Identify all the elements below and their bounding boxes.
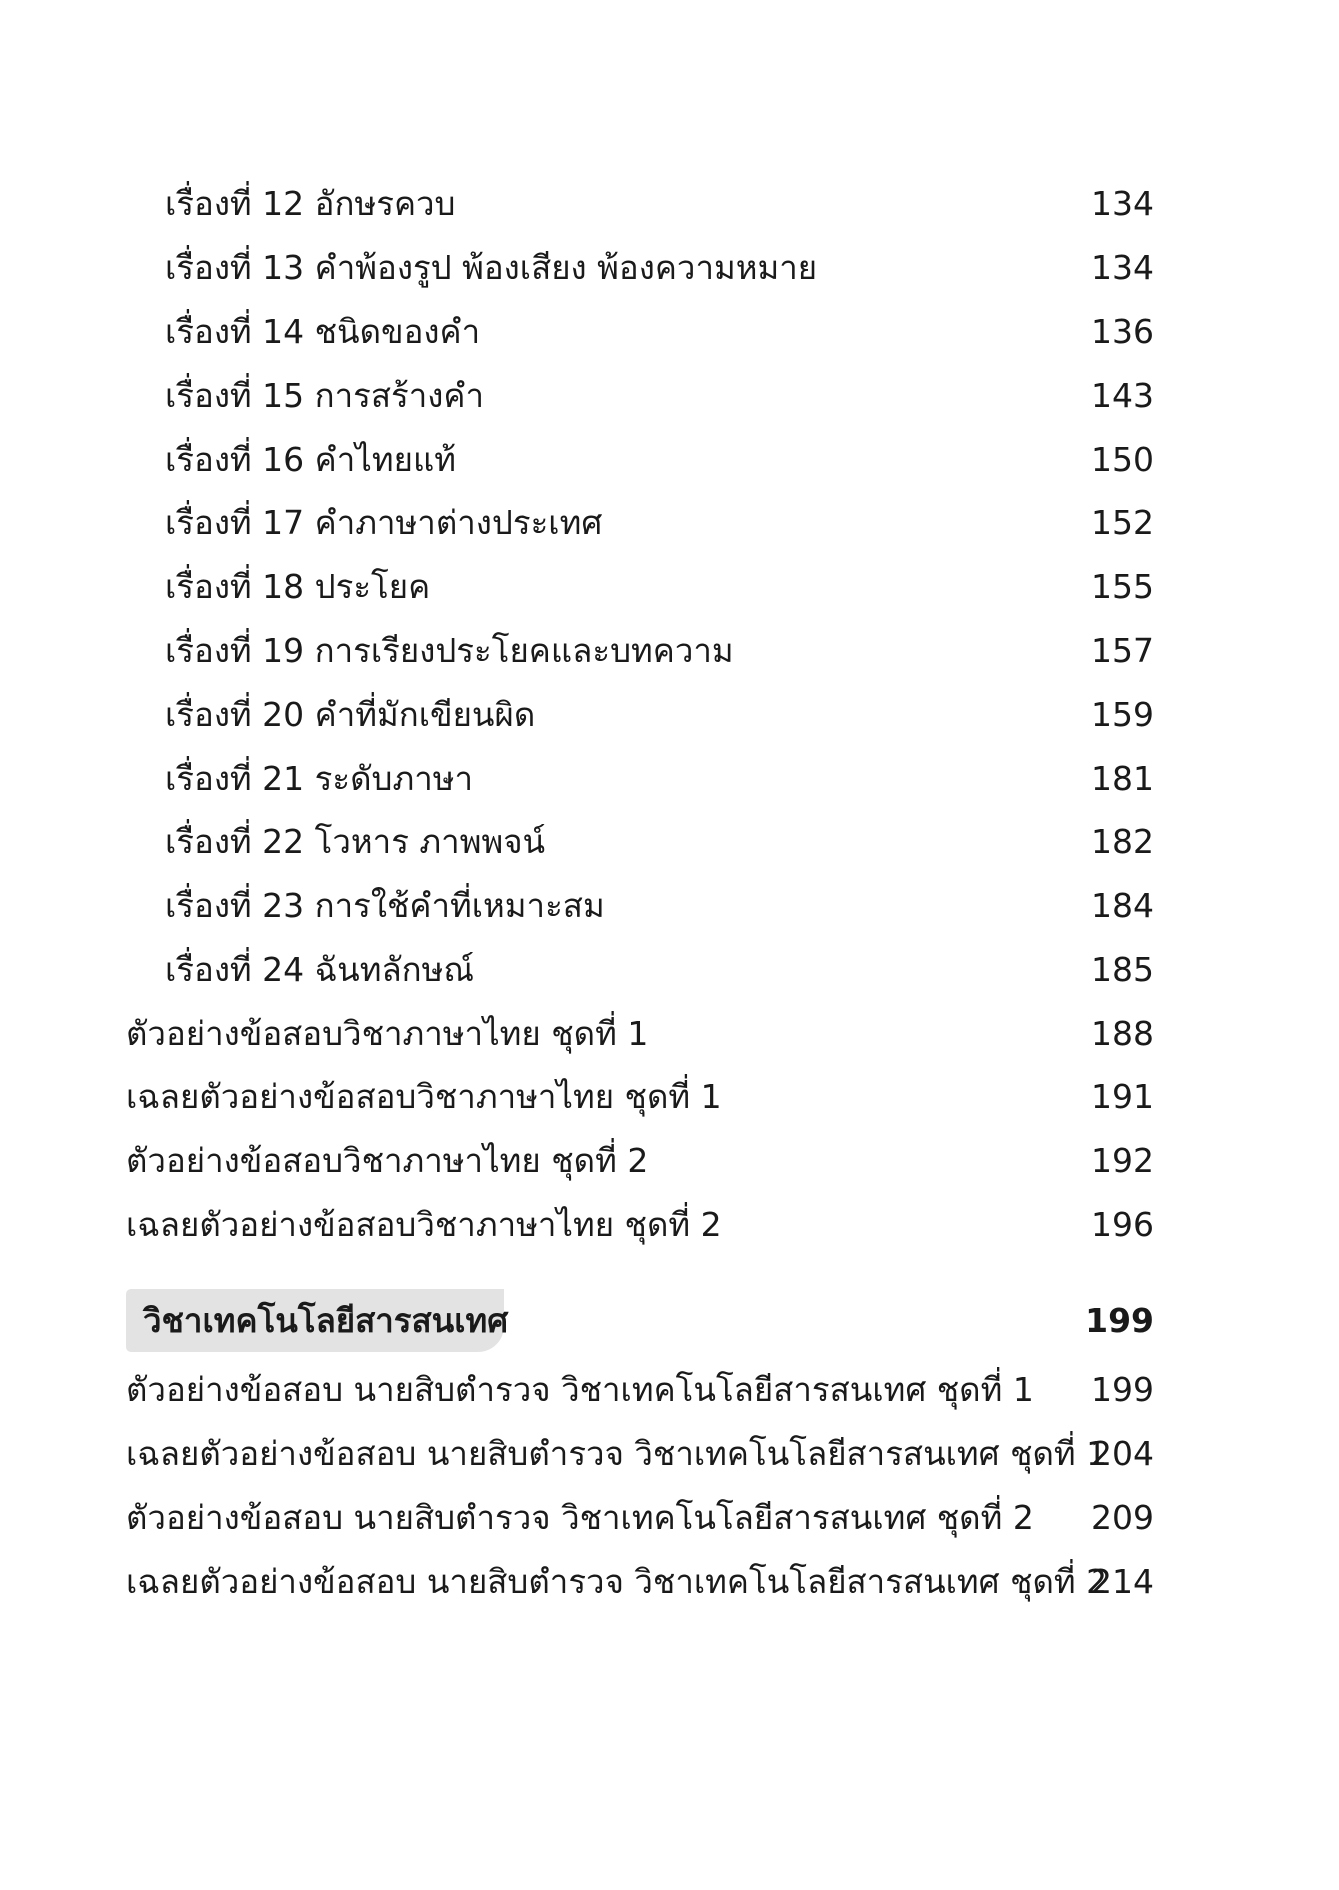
toc-entry[interactable] (0, 1195, 1339, 1255)
toc-entry-title: เฉลยตัวอย่างข้อสอบ นายสิบตำรวจ วิชาเทคโนโลยีสารสนเทศ ชุดที่ 1 (126, 1434, 1108, 1473)
toc-entry-page: 134 (1091, 184, 1154, 223)
toc-entry[interactable] (0, 1488, 1339, 1548)
toc-entry-page: 192 (1091, 1141, 1154, 1180)
toc-entry-page: 185 (1091, 950, 1154, 989)
toc-entry[interactable] (0, 366, 1339, 426)
toc-entry-title: เฉลยตัวอย่างข้อสอบ นายสิบตำรวจ วิชาเทคโนโลยีสารสนเทศ ชุดที่ 2 (126, 1562, 1108, 1601)
section-heading-page: 199 (1085, 1301, 1154, 1340)
toc-entry-page: 181 (1091, 759, 1154, 798)
toc-entry-title: เรื่องที่ 19 การเรียงประโยคและบทความ (165, 631, 734, 670)
toc-entry[interactable] (0, 812, 1339, 872)
toc-entry-page: 184 (1091, 886, 1154, 925)
toc-entry-title: เรื่องที่ 21 ระดับภาษา (165, 759, 474, 798)
toc-entry[interactable] (0, 621, 1339, 681)
toc-entry[interactable] (0, 430, 1339, 490)
toc-entry-title: เรื่องที่ 22 โวหาร ภาพพจน์ (165, 822, 546, 861)
toc-entry-title: เรื่องที่ 18 ประโยค (165, 567, 431, 606)
toc-entry-page: 136 (1091, 312, 1154, 351)
toc-entry-title: ตัวอย่างข้อสอบ นายสิบตำรวจ วิชาเทคโนโลยีสารสนเทศ ชุดที่ 1 (126, 1370, 1034, 1409)
toc-entry-title: เฉลยตัวอย่างข้อสอบวิชาภาษาไทย ชุดที่ 1 (126, 1077, 722, 1116)
toc-entry[interactable] (0, 238, 1339, 298)
toc-entry[interactable] (0, 1552, 1339, 1612)
toc-entry-title: เรื่องที่ 24 ฉันทลักษณ์ (165, 950, 475, 989)
toc-entry-title: เรื่องที่ 17 คำภาษาต่างประเทศ (165, 503, 603, 542)
toc-entry-title: เรื่องที่ 20 คำที่มักเขียนผิด (165, 695, 536, 734)
toc-entry-page: 196 (1091, 1205, 1154, 1244)
toc-entry[interactable] (0, 1067, 1339, 1127)
toc-entry-page: 134 (1091, 248, 1154, 287)
toc-entry-page: 188 (1091, 1014, 1154, 1053)
toc-entry[interactable] (0, 1131, 1339, 1191)
toc-entry[interactable] (0, 1424, 1339, 1484)
toc-entry-page: 209 (1091, 1498, 1154, 1537)
toc-entry-page: 159 (1091, 695, 1154, 734)
toc-entry[interactable] (0, 174, 1339, 234)
toc-entry-title: เรื่องที่ 13 คำพ้องรูป พ้องเสียง พ้องความหมาย (165, 248, 818, 287)
toc-entry-title: เรื่องที่ 23 การใช้คำที่เหมาะสม (165, 886, 605, 925)
toc-entry[interactable] (0, 940, 1339, 1000)
toc-entry-title: เฉลยตัวอย่างข้อสอบวิชาภาษาไทย ชุดที่ 2 (126, 1205, 722, 1244)
section-heading-it[interactable] (126, 1289, 509, 1352)
toc-entry-page: 182 (1091, 822, 1154, 861)
toc-entry-page: 143 (1091, 376, 1154, 415)
toc-entry-page: 204 (1091, 1434, 1154, 1473)
toc-entry[interactable] (0, 302, 1339, 362)
toc-entry-page: 150 (1091, 440, 1154, 479)
toc-entry-page: 191 (1091, 1077, 1154, 1116)
toc-entry[interactable] (0, 685, 1339, 745)
toc-entry[interactable] (0, 749, 1339, 809)
toc-entry-page: 152 (1091, 503, 1154, 542)
toc-entry-page: 199 (1091, 1370, 1154, 1409)
toc-entry-title: ตัวอย่างข้อสอบ นายสิบตำรวจ วิชาเทคโนโลยีสารสนเทศ ชุดที่ 2 (126, 1498, 1034, 1537)
toc-entry-title: เรื่องที่ 16 คำไทยแท้ (165, 440, 456, 479)
toc-entry-title: เรื่องที่ 14 ชนิดของคำ (165, 312, 481, 351)
toc-entry-title: ตัวอย่างข้อสอบวิชาภาษาไทย ชุดที่ 1 (126, 1014, 649, 1053)
toc-entry[interactable] (0, 1004, 1339, 1064)
section-heading-title: วิชาเทคโนโลยีสารสนเทศ (143, 1301, 509, 1340)
toc-entry-page: 155 (1091, 567, 1154, 606)
toc-entry-page: 157 (1091, 631, 1154, 670)
toc-entry-title: ตัวอย่างข้อสอบวิชาภาษาไทย ชุดที่ 2 (126, 1141, 649, 1180)
toc-entry-title: เรื่องที่ 15 การสร้างคำ (165, 376, 485, 415)
toc-entry[interactable] (0, 1360, 1339, 1420)
toc-entry-page: 214 (1091, 1562, 1154, 1601)
toc-entry[interactable] (0, 493, 1339, 553)
toc-entry-title: เรื่องที่ 12 อักษรควบ (165, 184, 456, 223)
toc-entry[interactable] (0, 557, 1339, 617)
toc-entry[interactable] (0, 876, 1339, 936)
